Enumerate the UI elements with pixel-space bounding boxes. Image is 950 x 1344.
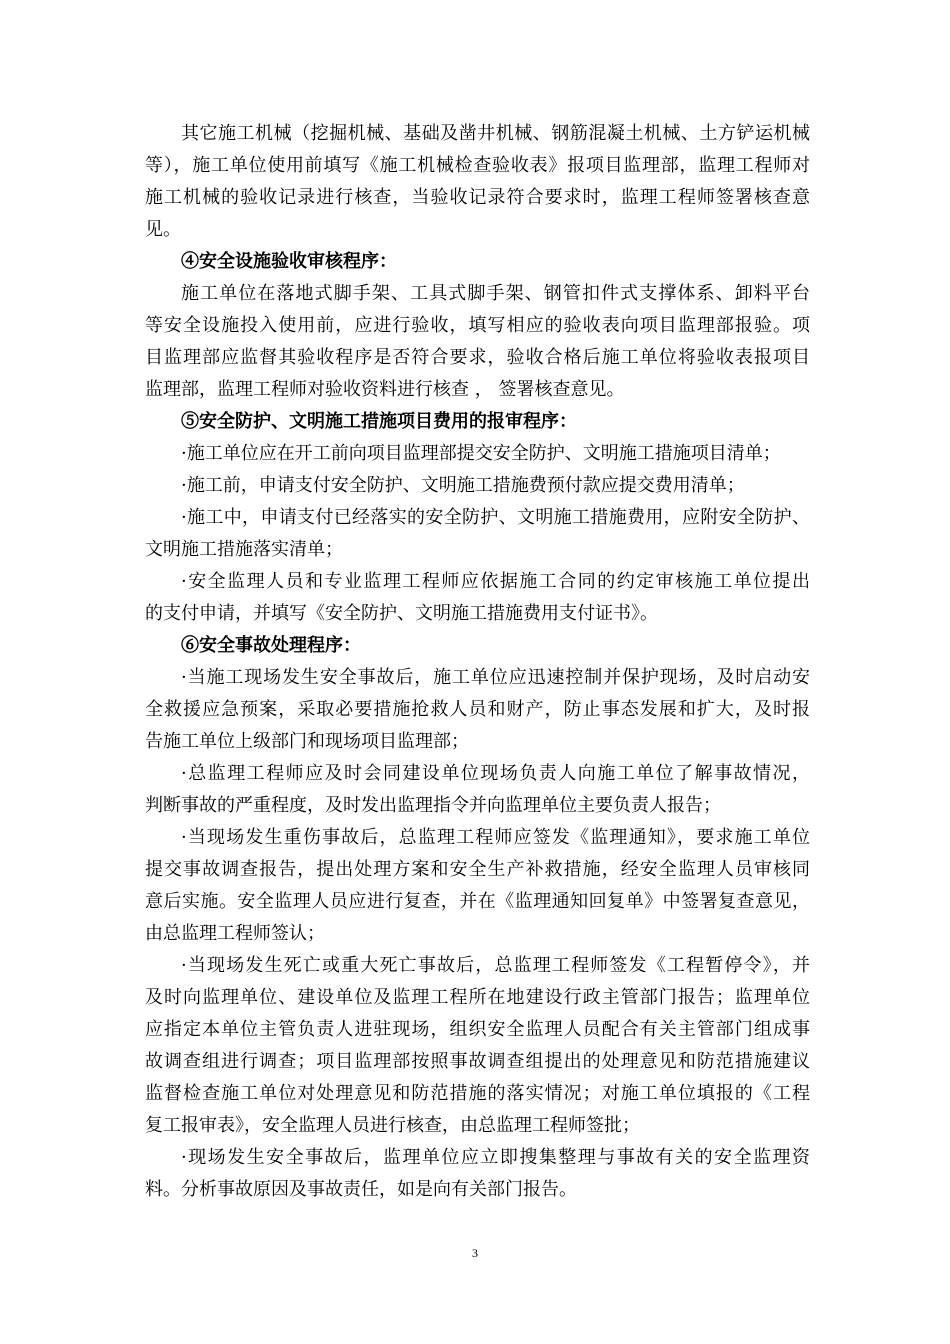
text-line: 等），施工单位使用前填写《施工机械检查验收表》报项目监理部，监理工程师对 bbox=[145, 155, 810, 176]
section-heading bbox=[145, 630, 810, 662]
text-line: ·施工前，申请支付安全防护、文明施工措施费预付款应提交费用清单； bbox=[181, 475, 745, 496]
text-line: ·总监理工程师应及时会同建设单位现场负责人向施工单位了解事故情况， bbox=[181, 763, 810, 784]
text-line: 施工机械的验收记录进行核查，当验收记录符合要求时，监理工程师签署核查意 bbox=[145, 187, 810, 208]
text-line: 复工报审表》，安全监理人员进行核查，由总监理工程师签批； bbox=[145, 1115, 640, 1136]
text-line: 判断事故的严重程度，及时发出监理指令并向监理单位主要负责人报告； bbox=[145, 795, 721, 816]
text-line: ·当现场发生重伤事故后，总监理工程师应签发《监理通知》，要求施工单位 bbox=[181, 827, 810, 848]
text-line: 及时向监理单位、建设单位及监理工程所在地建设行政主管部门报告；监理单位 bbox=[145, 987, 810, 1008]
text-line: 施工单位在落地式脚手架、工具式脚手架、钢管扣件式支撑体系、卸料平台 bbox=[181, 283, 810, 304]
text-line: ⑥安全事故处理程序： bbox=[181, 635, 361, 656]
text-line: ④安全设施验收审核程序： bbox=[181, 251, 397, 272]
text-line: ·当现场发生死亡或重大死亡事故后，总监理工程师签发《工程暂停令》，并 bbox=[181, 955, 810, 976]
text-line: ·当施工现场发生安全事故后，施工单位应迅速控制并保护现场，及时启动安 bbox=[181, 667, 810, 688]
text-line: 全救援应急预案，采取必要措施抢救人员和财产，防止事态发展和扩大，及时报 bbox=[145, 699, 810, 720]
section-heading bbox=[145, 406, 810, 438]
paragraph bbox=[145, 118, 810, 246]
text-line: 由总监理工程师签认； bbox=[145, 923, 325, 944]
text-line: 告施工单位上级部门和现场项目监理部； bbox=[145, 731, 469, 752]
text-line: 文明施工措施落实清单； bbox=[145, 539, 343, 560]
paragraph bbox=[145, 278, 810, 406]
paragraph bbox=[145, 1142, 810, 1206]
text-line: 提交事故调查报告，提出处理方案和安全生产补救措施，经安全监理人员审核同 bbox=[145, 859, 810, 880]
text-line: 监理部，监理工程师对验收资料进行核查 ， 签署核查意见。 bbox=[145, 379, 625, 400]
paragraph bbox=[145, 822, 810, 950]
text-line: 料。分析事故原因及事故责任，如是向有关部门报告。 bbox=[145, 1179, 577, 1200]
paragraph bbox=[145, 566, 810, 630]
text-line: 见。 bbox=[145, 219, 181, 240]
paragraph bbox=[145, 502, 810, 566]
section-heading bbox=[145, 246, 810, 278]
text-line: 的支付申请，并填写《安全防护、文明施工措施费用支付证书》。 bbox=[145, 603, 658, 624]
text-line: 监督检查施工单位对处理意见和防范措施的落实情况；对施工单位填报的《工程 bbox=[145, 1083, 810, 1104]
text-line: 应指定本单位主管负责人进驻现场，组织安全监理人员配合有关主管部门组成事 bbox=[145, 1019, 810, 1040]
text-line: 等安全设施投入使用前，应进行验收，填写相应的验收表向项目监理部报验。项 bbox=[145, 315, 810, 336]
page-number: 3 bbox=[472, 1246, 478, 1260]
paragraph bbox=[145, 950, 810, 1142]
paragraph bbox=[145, 470, 810, 502]
text-line: ·施工单位应在开工前向项目监理部提交安全防护、文明施工措施项目清单； bbox=[181, 443, 781, 464]
text-line: ·安全监理人员和专业监理工程师应依据施工合同的约定审核施工单位提出 bbox=[181, 571, 810, 592]
text-line: 意后实施。安全监理人员应进行复查，并在《监理通知回复单》中签署复查意见， bbox=[145, 891, 810, 912]
text-line: 目监理部应监督其验收程序是否符合要求，验收合格后施工单位将验收表报项目 bbox=[145, 347, 810, 368]
text-line: ⑤安全防护、文明施工措施项目费用的报审程序： bbox=[181, 411, 577, 432]
paragraph bbox=[145, 438, 810, 470]
text-line: 其它施工机械（挖掘机械、基础及凿井机械、钢筋混凝土机械、土方铲运机械 bbox=[181, 123, 810, 144]
paragraph bbox=[145, 758, 810, 822]
text-line: ·施工中，申请支付已经落实的安全防护、文明施工措施费用，应附安全防护、 bbox=[181, 507, 810, 528]
paragraph bbox=[145, 662, 810, 758]
text-line: 故调查组进行调查；项目监理部按照事故调查组提出的处理意见和防范措施建议 bbox=[145, 1051, 810, 1072]
document-body bbox=[145, 118, 810, 1206]
text-line: ·现场发生安全事故后，监理单位应立即搜集整理与事故有关的安全监理资 bbox=[181, 1147, 810, 1168]
